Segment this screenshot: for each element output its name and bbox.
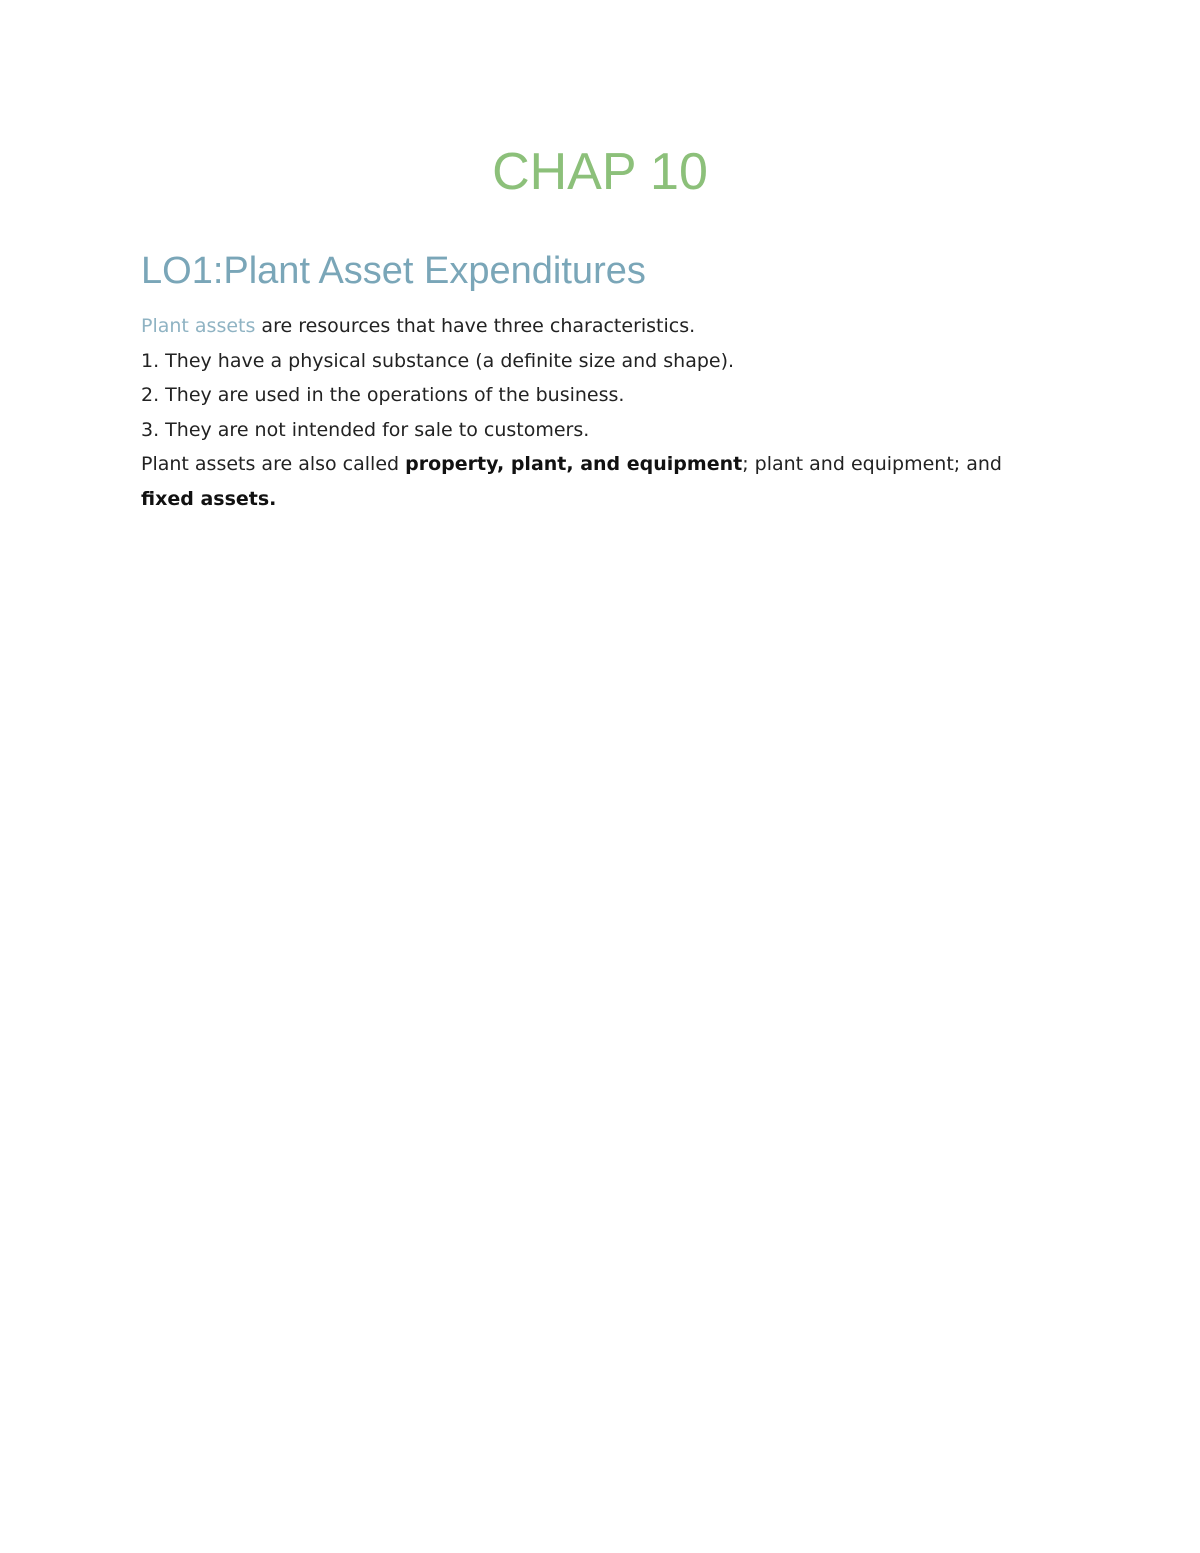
chapter-title: CHAP 10 — [492, 143, 708, 201]
intro-text: are resources that have three characteristics. — [255, 315, 696, 337]
also-called-paragraph — [141, 447, 1041, 482]
plant-assets-term: Plant assets — [141, 315, 256, 337]
body-text — [141, 309, 1041, 517]
section-heading: LO1:Plant Asset Expenditures — [141, 250, 646, 292]
characteristic-item-1: 1. They have a physical substance (a definite size and shape). — [141, 349, 735, 372]
intro-paragraph — [141, 309, 1041, 344]
also-called-continuation — [141, 482, 1041, 517]
fixed-assets-term: fixed assets. — [141, 487, 277, 510]
characteristic-item-3: 3. They are not intended for sale to customers. — [141, 418, 590, 441]
characteristic-item-2: 2. They are used in the operations of the business. — [141, 384, 625, 407]
also-called-middle: ; plant and equipment; and — [742, 453, 1002, 476]
also-called-prefix: Plant assets are also called — [141, 453, 406, 476]
property-plant-equipment-term: property, plant, and equipment — [405, 453, 743, 476]
